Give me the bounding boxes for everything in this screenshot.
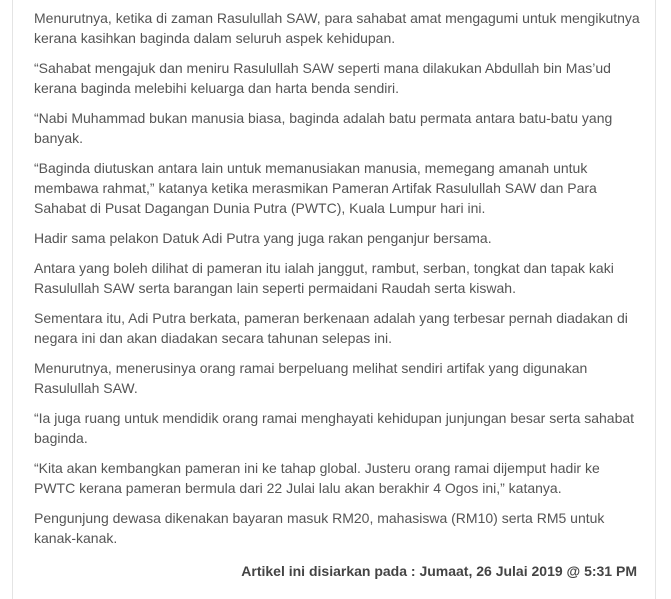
paragraph-1: Menurutnya, ketika di zaman Rasulullah SAW, para sahabat amat mengagumi untuk mengikutnya kerana kasihkan baginda dalam seluruh aspek kehidupan. <box>34 10 640 46</box>
paragraph-6: Antara yang boleh dilihat di pameran itu ialah janggut, rambut, serban, tongkat dan tapak kaki Rasulullah SAW serta barangan lain seperti permaidani Raudah serta kiswah. <box>34 260 614 296</box>
paragraph-9: “Ia juga ruang untuk mendidik orang ramai menghayati kehidupan junjungan besar serta sahabat baginda. <box>34 410 635 446</box>
paragraph-3: “Nabi Muhammad bukan manusia biasa, baginda adalah batu permata antara batu-batu yang banyak. <box>34 110 613 146</box>
paragraph-4: “Baginda diutuskan antara lain untuk memanusiakan manusia, memegang amanah untuk membawa rahmat,” katanya ketika merasmikan Pameran Artifak Rasulullah SAW dan Para Sahabat di Pusat Dagangan Dunia Putra (PWTC), Kuala Lumpur hari ini. <box>34 160 597 216</box>
paragraph-11: Pengunjung dewasa dikenakan bayaran masuk RM20, mahasiswa (RM10) serta RM5 untuk kanak-kanak. <box>34 510 605 546</box>
paragraph-10: “Kita akan kembangkan pameran ini ke tahap global. Justeru orang ramai dijemput hadir ke PWTC kerana pameran bermula dari 22 Julai lalu akan berakhir 4 Ogos ini,” katanya. <box>34 460 600 496</box>
paragraph-5: Hadir sama pelakon Datuk Adi Putra yang juga rakan penganjur bersama. <box>34 230 492 246</box>
paragraph-8: Menurutnya, menerusinya orang ramai berpeluang melihat sendiri artifak yang digunakan Rasulullah SAW. <box>34 360 588 396</box>
paragraph-2: “Sahabat mengajuk dan meniru Rasulullah SAW seperti mana dilakukan Abdullah bin Mas’ud kerana baginda melebihi keluarga dan harta benda sendiri. <box>34 60 611 96</box>
paragraph-7: Sementara itu, Adi Putra berkata, pameran berkenaan adalah yang terbesar pernah diadakan di negara ini dan akan diadakan secara tahunan selepas ini. <box>34 310 628 346</box>
published-date: Artikel ini disiarkan pada : Jumaat, 26 Julai 2019 @ 5:31 PM <box>241 563 637 579</box>
article-body <box>34 8 644 558</box>
